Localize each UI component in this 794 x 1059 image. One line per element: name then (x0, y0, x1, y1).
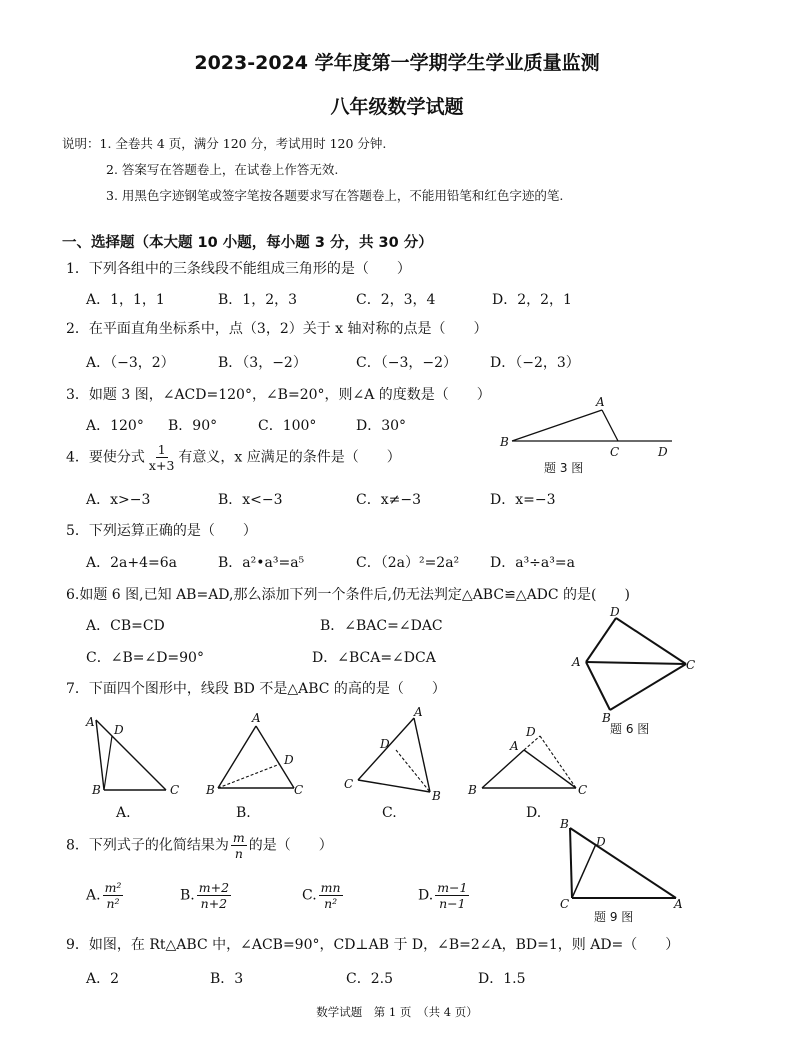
q9-option-c: C．2.5 (346, 971, 393, 987)
q8-option-a-numerator: m² (104, 880, 122, 895)
q7c-label-d: D (380, 737, 390, 751)
q7a-label-b: B (92, 783, 101, 797)
q8-fraction-denominator: n (234, 846, 243, 861)
q8-option-b (180, 880, 233, 911)
instruction-line-2: 2. 答案写在答题卷上，在试卷上作答无效. (106, 162, 339, 177)
q3-label-b: B (500, 435, 509, 449)
q7b-label-a: A (252, 711, 261, 725)
q4-fraction (147, 442, 176, 473)
q9-option-b: B．3 (210, 971, 244, 987)
figure-q7-d (464, 718, 594, 802)
q8-prefix: 8．下列式子的化简结果为 (66, 837, 229, 854)
q5-option-b: B．a²•a³=a⁵ (218, 555, 305, 571)
q6-label-d: D (610, 605, 620, 619)
q8-option-d-numerator: m−1 (437, 880, 468, 895)
q9-option-a: A．2 (86, 971, 120, 987)
q8-option-c-fraction (319, 880, 343, 911)
q7-option-d: D. (526, 805, 542, 821)
q3-option-d: D．30° (356, 418, 407, 434)
q8-option-b-denominator: n+2 (200, 896, 228, 911)
q6-label-a: A (572, 655, 581, 669)
q7d-label-a: A (510, 739, 519, 753)
q1-option-c: C．2，3，4 (356, 292, 436, 308)
q4-fraction-denominator: x+3 (148, 458, 175, 473)
q8-option-a-letter: A. (86, 887, 101, 904)
question-7-stem: 7．下面四个图形中，线段 BD 不是△ABC 的高的是（ ） (66, 681, 446, 697)
q7a-label-c: C (170, 783, 180, 797)
q4-option-a: A．x>−3 (86, 492, 151, 508)
question-1-stem: 1．下列各组中的三条线段不能组成三角形的是（ ） (66, 261, 411, 277)
q8-option-c-letter: C. (302, 887, 317, 904)
q3-option-b: B．90° (168, 418, 218, 434)
q8-fraction (231, 830, 247, 861)
q3-line-ac (602, 410, 618, 441)
q7a-line-bd (104, 736, 112, 790)
q7a-line-ac (96, 720, 166, 790)
q3-label-d: D (658, 445, 668, 459)
q9-line-ba (570, 828, 676, 898)
q7-option-b: B. (236, 805, 251, 821)
q8-option-b-fraction (197, 880, 231, 911)
q2-option-c: C．（−3，−2） (356, 355, 457, 371)
q6-label-b: B (602, 711, 611, 725)
question-6-stem: 6.如题 6 图,已知 AB=AD,那么添加下列一个条件后,仍无法判定△ABC≌△ADC 的是( ) (66, 587, 630, 603)
paper-subtitle: 八年级数学试题 (330, 96, 464, 118)
q7d-label-d: D (526, 725, 536, 739)
q3-option-a: A．120° (86, 418, 144, 434)
q4-suffix: 有意义，x 应满足的条件是（ ） (178, 449, 401, 466)
q8-option-c-denominator: n² (324, 896, 338, 911)
q8-option-b-numerator: m+2 (198, 880, 230, 895)
q8-option-a (86, 880, 125, 911)
q7a-line-ab (96, 720, 104, 790)
figure-q9 (558, 818, 688, 914)
q7d-line-ba (482, 750, 524, 788)
q6-line-dc (616, 618, 686, 664)
q3-label-a: A (596, 395, 605, 409)
q9-label-d: D (596, 835, 606, 849)
instruction-line-3: 3. 用黑色字迹钢笔或签字笔按各题要求写在答题卷上，不能用铅笔和红色字迹的笔. (106, 188, 564, 203)
figure-q9-caption: 题 9 图 (594, 910, 634, 924)
q5-option-a: A．2a+4=6a (86, 555, 177, 571)
q6-option-b: B．∠BAC=∠DAC (320, 618, 443, 634)
q7d-label-c: C (578, 783, 588, 797)
question-4-stem (66, 442, 401, 473)
q6-line-bc (610, 664, 686, 710)
q8-option-d-denominator: n−1 (439, 896, 466, 911)
q7d-line-bd (540, 736, 576, 788)
figure-q6-caption: 题 6 图 (610, 722, 650, 736)
q1-option-a: A．1，1，1 (86, 292, 165, 308)
figure-q3 (496, 394, 676, 459)
q7a-label-d: D (114, 723, 124, 737)
question-5-stem: 5．下列运算正确的是（ ） (66, 523, 257, 539)
figure-q7-a (84, 712, 184, 802)
q7b-label-c: C (294, 783, 304, 797)
figure-q6 (572, 606, 702, 726)
q7c-label-c: C (344, 777, 354, 791)
figure-q3-caption: 题 3 图 (544, 461, 584, 475)
q5-option-d: D．a³÷a³=a (490, 555, 575, 571)
q6-line-ad (586, 618, 616, 662)
q8-option-a-fraction (103, 880, 124, 911)
q8-fraction-numerator: m (232, 830, 245, 845)
q8-option-b-letter: B. (180, 887, 195, 904)
q4-prefix: 4．要使分式 (66, 449, 145, 466)
q1-option-d: D．2，2，1 (492, 292, 572, 308)
q8-option-d-fraction (435, 880, 469, 911)
q7b-label-b: B (206, 783, 215, 797)
q7b-line-bd (218, 764, 280, 788)
q7a-label-a: A (86, 715, 95, 729)
q8-option-d-letter: D. (418, 887, 434, 904)
question-2-stem: 2．在平面直角坐标系中，点（3，2）关于 x 轴对称的点是（ ） (66, 321, 488, 337)
q7-option-a: A. (116, 805, 131, 821)
q8-suffix: 的是（ ） (248, 837, 333, 854)
q2-option-b: B．（3，−2） (218, 355, 307, 371)
q7-option-c: C. (382, 805, 397, 821)
figure-q7-c (340, 706, 450, 802)
q7c-line-cb (358, 780, 430, 792)
q9-label-a: A (674, 897, 683, 911)
page-footer: 数学试题 第 1 页 （共 4 页） (316, 1005, 478, 1019)
q6-line-ac (586, 662, 686, 664)
question-8-stem (66, 830, 333, 861)
q7d-label-b: B (468, 783, 477, 797)
q3-line-ba (512, 410, 602, 441)
q7b-label-d: D (284, 753, 294, 767)
q8-option-c (302, 880, 345, 911)
q2-option-d: D．（−2，3） (490, 355, 580, 371)
q4-option-d: D．x=−3 (490, 492, 556, 508)
instruction-line-1: 说明：1. 全卷共 4 页，满分 120 分，考试用时 120 分钟. (62, 136, 387, 151)
q4-fraction-numerator: 1 (157, 442, 166, 457)
q7d-line-ac (524, 750, 576, 788)
paper-title: 2023-2024 学年度第一学期学生学业质量监测 (194, 52, 600, 74)
section-heading: 一、选择题（本大题 10 小题，每小题 3 分，共 30 分） (62, 235, 433, 251)
q3-option-c: C．100° (258, 418, 317, 434)
q7c-label-a: A (414, 705, 423, 719)
q6-option-c: C．∠B=∠D=90° (86, 650, 204, 666)
q4-option-b: B．x<−3 (218, 492, 283, 508)
question-9-stem: 9．如图，在 Rt△ABC 中，∠ACB=90°，CD⊥AB 于 D，∠B=2∠A，BD=1，则 AD=（ ） (66, 937, 680, 953)
q8-option-c-numerator: mn (320, 880, 341, 895)
q6-line-ab (586, 662, 610, 710)
q4-option-c: C．x≠−3 (356, 492, 421, 508)
q9-line-cd (572, 844, 596, 898)
q9-line-bc (570, 828, 572, 898)
q2-option-a: A．（−3，2） (86, 355, 175, 371)
q6-option-a: A．CB=CD (86, 618, 165, 634)
q7c-label-b: B (432, 789, 441, 803)
q7b-line-ab (218, 726, 256, 788)
q8-option-d (418, 880, 471, 911)
q9-label-c: C (560, 897, 570, 911)
q6-option-d: D．∠BCA=∠DCA (312, 650, 436, 666)
q6-label-c: C (686, 658, 696, 672)
q9-label-b: B (560, 817, 569, 831)
q8-option-a-denominator: n² (106, 896, 120, 911)
q1-option-b: B．1，2，3 (218, 292, 298, 308)
question-3-stem: 3．如题 3 图，∠ACD=120°，∠B=20°，则∠A 的度数是（ ） (66, 387, 491, 403)
q5-option-c: C．（2a）²=2a² (356, 555, 460, 571)
q3-label-c: C (610, 445, 620, 459)
q7c-line-ab (414, 718, 430, 792)
q9-option-d: D．1.5 (478, 971, 526, 987)
figure-q7-b (204, 712, 314, 802)
